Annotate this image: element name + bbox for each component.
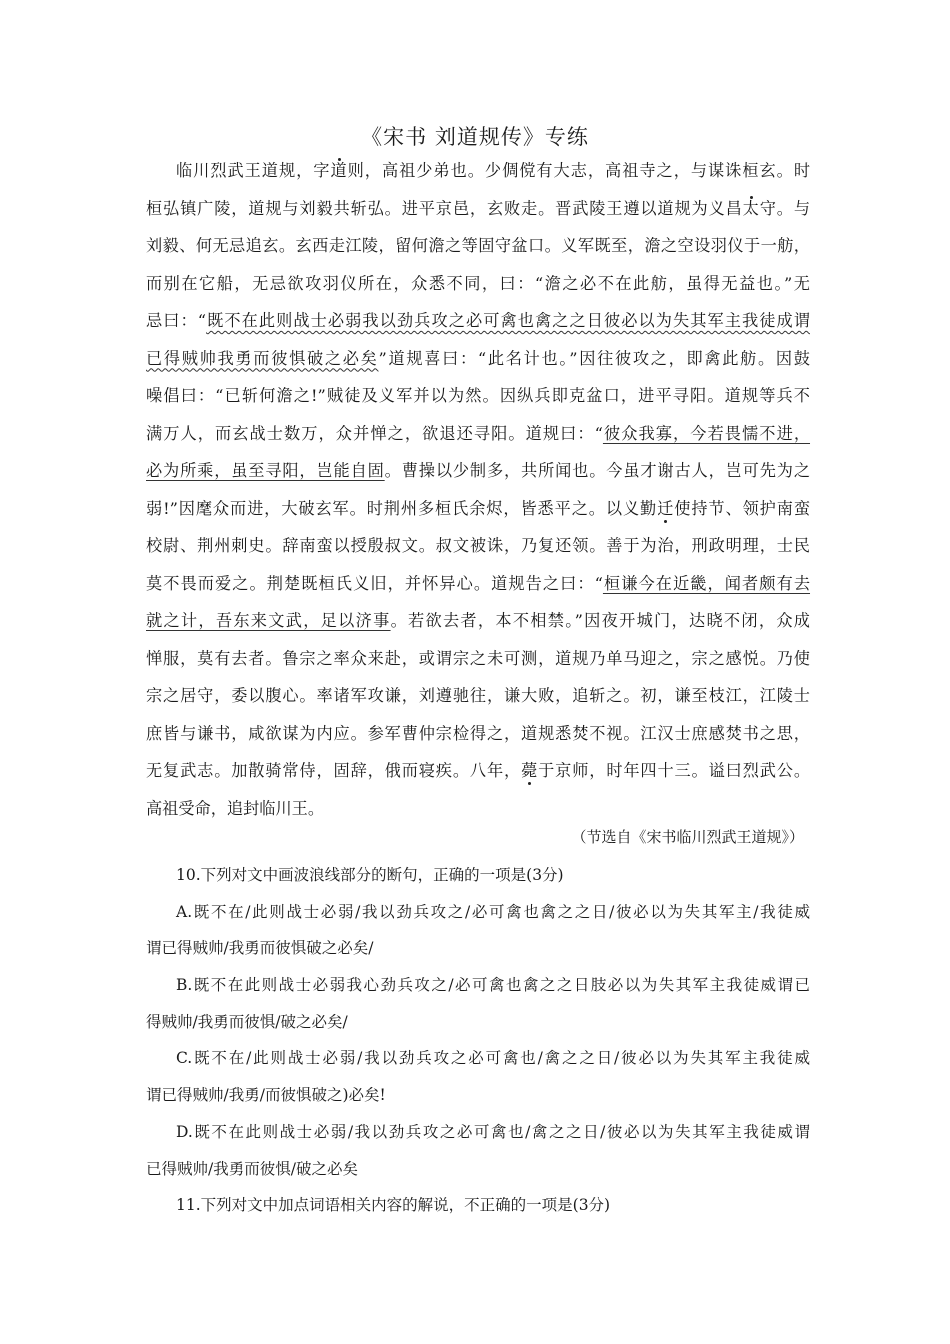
underlined-text: 必为所乘，虽至寻阳，岂能自固 [146,461,385,480]
passage-text-run: 。曹操以少制多，共所闻也。今虽才谢古人，岂可先为之 [384,461,811,480]
passage-line [146,419,810,457]
question-10-option-a-line2: 谓已得贼帅/我勇而彼惧破之必矣/ [146,939,374,958]
passage-text-run: 惮服，莫有去者。鲁宗之率众来赴，或谓宗之未可测，道规乃单马迎之，宗之感悦。乃使 [146,648,810,668]
question-10-option-d-line2: 已得贼帅/我勇而彼惧/破之必矣 [146,1159,358,1178]
passage-text-run: 满万人，而玄战士数万，众并惮之，欲退还寻阳。道规曰：“ [146,423,603,443]
passage-text-run: 于京师，时年四十三。谥曰烈武公。 [538,761,811,780]
passage-text-run: 临川烈武王道规，字 [176,161,331,180]
passage-text-run: 忌曰：“ [146,311,207,330]
wavy-underlined-text: 既不在此则战士必弱我以劲兵攻之必可禽也禽之之日彼必以为失其军主我徒成谓 [206,311,810,330]
passage-text-run: 庶皆与谦书，咸欲谋为内应。参军曹仲宗检得之，道规悉焚不视。江汉士庶感焚书之思， [146,723,810,743]
passage-text-run: 而别在它船，无忌欲攻羽仪所在，众悉不同，曰：“澹之必不在此舫，虽得无益也。”无 [146,273,810,293]
passage-line [146,344,810,382]
questions-block [146,860,810,1227]
page-title: 《宋书 刘道规传》专练 [361,125,589,149]
passage-line [146,681,810,719]
passage-line [146,606,810,644]
passage-line [146,231,810,269]
passage-line [146,381,810,419]
passage-line [146,494,810,532]
question-10-option-a-line1: A.既不在/此则战士必弱/我以劲兵攻之/必可禽也禽之之日/彼必以为失其军主/我徒威 [176,902,810,921]
passage-line [146,644,810,682]
passage-text-run: 莫不畏而爱之。荆楚既桓氏义旧，并怀异心。道规告之曰：“ [146,573,603,593]
passage-line [146,306,810,344]
question-10-option-b-line2: 得贼帅/我勇而彼惧/破之必矣/ [146,1012,348,1031]
source-citation: （节选自《宋书临川烈武王道规》） [571,828,804,846]
passage-text-run: 校尉、荆州刺史。辞南蛮以授殷叔文。叔文被诛，乃复还领。善于为治，刑政明理，士民 [146,536,810,555]
question-10-option-b-line1: B.既不在此则战士必弱我心劲兵攻之/必可禽也禽之之日肢必以为失其军主我徒威谓已 [176,976,810,995]
dotted-emphasis-char: 太 [742,198,760,218]
passage-text [146,156,810,831]
passage-line [146,156,810,194]
dotted-emphasis-char: 薨 [521,761,539,780]
question-11-stem: 11.下列对文中加点词语相关内容的解说，不正确的一项是(3分) [176,1196,611,1215]
passage-line [146,569,810,607]
passage-line [146,719,810,757]
underlined-text: 就之计，吾东来文武，足以济事 [146,611,391,630]
wavy-underlined-text: 已得贼帅我勇而彼惧破之必矣 [146,348,379,368]
dotted-emphasis-char: 迁 [657,498,675,518]
underlined-text: 彼众我寡，今若畏懦不进， [602,423,811,443]
question-10-option-c-line1: C.既不在/此则战士必弱/我以劲兵攻之必可禽也/禽之之日/彼必以为失其军主我徒威 [176,1049,810,1068]
passage-line [146,269,810,307]
underlined-text: 桓谦今在近畿，闻者颇有去 [602,573,811,593]
passage-text-run: ”道规喜曰：“此名计也。”因往彼攻之，即禽此舫。因鼓 [378,348,810,368]
passage-text-run: 使持节、领护南蛮 [674,498,811,518]
passage-text-run: 高祖受命，追封临川王。 [146,798,325,818]
passage-line [146,531,810,569]
question-10-stem: 10.下列对文中画波浪线部分的断句，正确的一项是(3分) [176,866,564,884]
passage-text-run: 桓弘镇广陵，道规与刘毅共斩弘。进平京邑，玄败走。晋武陵王遵以道规为义昌 [146,198,743,218]
passage-line [146,756,810,794]
question-10-option-c-line2: 谓已得贼帅/我勇/而彼惧破之)必矣! [146,1086,386,1105]
passage-text-run: 噪倡曰：“已斩何澹之!”贼徒及义军并以为然。因纵兵即克盆口，进平寻阳。道规等兵不 [146,386,810,405]
passage-text-run: 宗之居守，委以腹心。率诸军攻谦，刘遵驰往，谦大败，追斩之。初，谦至枝江，江陵士 [146,686,810,705]
question-10-option-d-line1: D.既不在此则战士必弱/我以劲兵攻之必可禽也/禽之之日/彼必以为失其军主我徒威谓 [176,1122,810,1141]
passage-text-run: 守。与 [759,198,811,218]
passage-text-run: 无复武志。加散骑常侍，固辞，俄而寝疾。八年， [146,761,522,780]
passage-text-run: 刘毅、何无忌追玄。玄西走江陵，留何澹之等固守盆口。义军既至，澹之空设羽仪于一舫， [146,236,810,255]
passage-text-run: 则，高祖少弟也。少倜傥有大志，高祖寺之，与谋诛桓玄。时 [347,161,811,180]
passage-text-run: 。若欲去者，本不相禁。”因夜开城门，达晓不闭，众成 [390,611,810,630]
passage-line [146,194,810,232]
passage-text-run: 弱!”因麾众而进，大破玄军。时荆州多桓氏余烬，皆悉平之。以义勤 [146,498,658,518]
passage-line [146,456,810,494]
dotted-emphasis-char: 道 [330,161,348,180]
